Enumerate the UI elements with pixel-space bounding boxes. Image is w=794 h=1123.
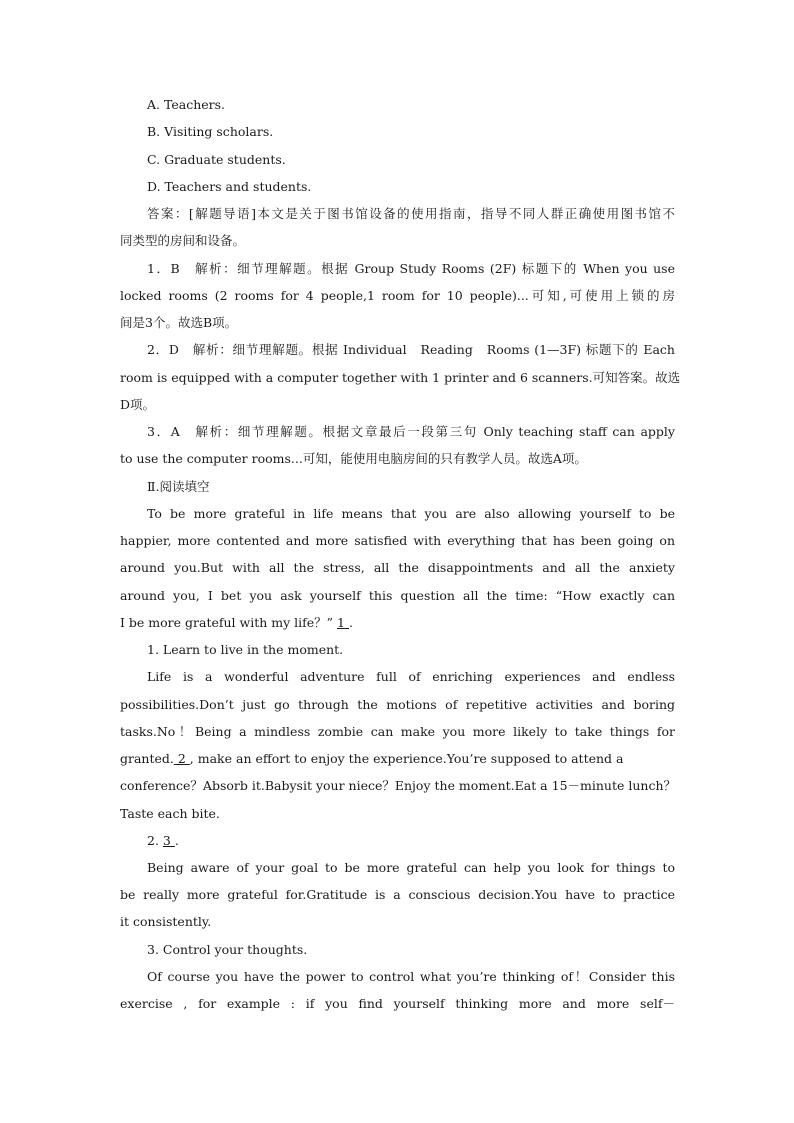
option-c: C. Graduate students. (147, 152, 286, 167)
option-a: A. Teachers. (147, 97, 226, 112)
passage-line: tasks.No！Being a mindless zombie can make you more likely to take things for (120, 724, 675, 739)
passage-line: To be more grateful in life means that you are also allowing yourself to be (147, 506, 675, 521)
passage-text: , make an effort to enjoy the experience.You’re supposed to attend a (189, 751, 624, 766)
heading-2 (147, 830, 675, 852)
heading-1: 1. Learn to live in the moment. (147, 642, 344, 657)
explanation-1-line: 间是3个。故选B项。 (120, 315, 238, 330)
passage-line: conference？Absorb it.Babysit your niece？Enjoy the moment.Eat a 15－minute lunch？ (120, 778, 677, 793)
passage-line: Taste each bite. (120, 806, 220, 821)
answer-intro-line: 答案：[解题导语]本文是关于图书馆设备的使用指南，指导不同人群正确使用图书馆不 (147, 206, 675, 221)
passage-text: granted. (120, 751, 174, 766)
heading-suffix: . (174, 833, 179, 848)
passage-line: Life is a wonderful adventure full of enriching experiences and endless (147, 669, 675, 684)
explanation-2-line: 2．D 解析：细节理解题。根据 Individual Reading Rooms (1—3F) 标题下的 Each (147, 342, 675, 357)
explanation-2-line: room is equipped with a computer together with 1 printer and 6 scanners.可知答案。故选 (120, 370, 681, 385)
blank-3: 3 (162, 833, 175, 848)
blank-2: 2 (173, 751, 190, 766)
passage-line: it consistently. (120, 914, 212, 929)
heading-number: 2. (147, 833, 163, 848)
passage-text: I be more grateful with my life？” (120, 615, 338, 630)
explanation-3-line: to use the computer rooms...可知，能使用电脑房间的只有教学人员。故选A项。 (120, 451, 587, 466)
option-b: B. Visiting scholars. (147, 124, 274, 139)
explanation-1-line: 1．B 解析：细节理解题。根据 Group Study Rooms (2F) 标题下的 When you use (147, 261, 675, 276)
passage-line (120, 748, 675, 770)
blank-1: 1 (337, 615, 349, 630)
passage-line: around you, I bet you ask yourself this question all the time: “How exactly can (120, 588, 675, 603)
passage-line (120, 612, 675, 634)
passage-text: . (348, 615, 353, 630)
passage-line: possibilities.Don’t just go through the motions of repetitive activities and boring (120, 697, 675, 712)
explanation-3-line: 3．A 解析：细节理解题。根据文章最后一段第三句 Only teaching staff can apply (147, 424, 675, 439)
passage-line: exercise , for example : if you find yourself thinking more and more self－ (120, 996, 675, 1011)
passage-line: around you.But with all the stress, all the disappointments and all the anxiety (120, 560, 675, 575)
passage-line: happier, more contented and more satisfied with everything that has been going on (120, 533, 675, 548)
option-d: D. Teachers and students. (147, 179, 312, 194)
heading-3: 3. Control your thoughts. (147, 942, 308, 957)
explanation-1-line: locked rooms (2 rooms for 4 people,1 room for 10 people)...可知,可使用上锁的房 (120, 288, 675, 303)
explanation-2-line: D项。 (120, 397, 156, 412)
answer-intro-line: 同类型的房间和设备。 (120, 233, 246, 248)
section-heading: Ⅱ.阅读填空 (147, 479, 210, 494)
passage-line: Of course you have the power to control what you’re thinking of！Consider this (147, 969, 675, 984)
passage-line: Being aware of your goal to be more grateful can help you look for things to (147, 860, 675, 875)
passage-line: be really more grateful for.Gratitude is a conscious decision.You have to practice (120, 887, 675, 902)
